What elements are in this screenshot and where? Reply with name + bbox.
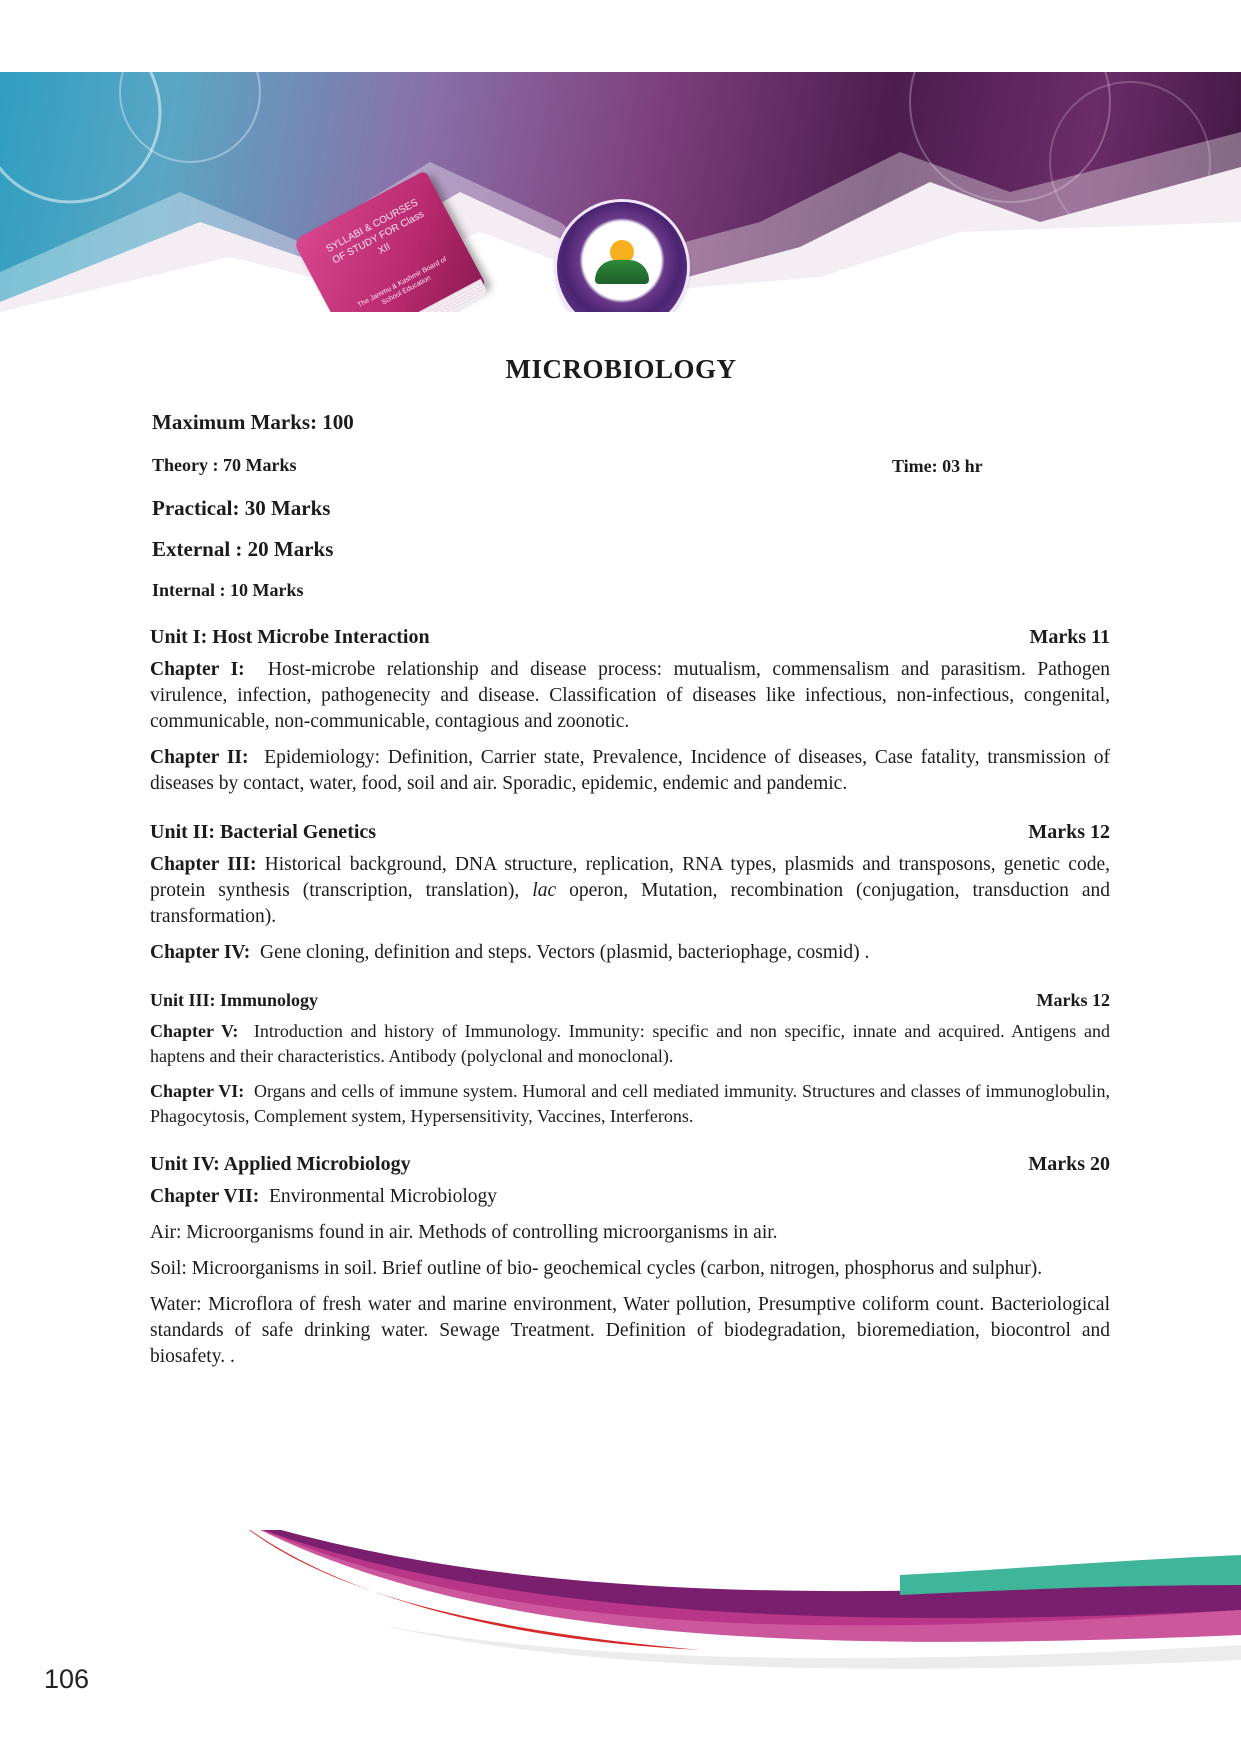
- unit-header: [150, 821, 1110, 844]
- unit-marks: Marks 11: [1029, 626, 1110, 648]
- unit-title: Unit II: Bacterial Genetics: [150, 821, 377, 843]
- practical-marks: Practical: 30 Marks: [152, 496, 331, 520]
- chapter-paragraph: [150, 852, 1110, 930]
- chapter-text: Gene cloning, definition and steps. Vectors (plasmid, bacteriophage, cosmid) .: [259, 942, 870, 963]
- unit-header: [150, 626, 1110, 649]
- book-cover-subtitle: The Jammu & Kashmir Board of School Education: [356, 256, 448, 310]
- book-cover-title: SYLLABI & COURSES OF STUDY FOR Class XII: [324, 197, 426, 267]
- chapter-text-part: operon, Mutation, recombination (conjugation, transduction and transformation).: [150, 880, 1110, 927]
- chapter-label: Chapter IV:: [150, 942, 251, 963]
- maximum-marks: Maximum Marks: 100: [152, 410, 354, 434]
- chapter-text: Organs and cells of immune system. Humoral and cell mediated immunity. Structures and classes of immunoglobulin, Phagocytosis, Complement system, Hypersensitivity, Vaccines, Interferons.: [150, 1081, 1111, 1126]
- chapter-text: Environmental Microbiology: [269, 1186, 498, 1207]
- unit-title: Unit IV: Applied Microbiology: [150, 1153, 411, 1175]
- chapter-label: Chapter V:: [150, 1021, 239, 1041]
- unit-title: Unit III: Immunology: [150, 990, 319, 1010]
- topic-paragraph: Air: Microorganisms found in air. Methods of controlling microorganisms in air.: [150, 1222, 778, 1243]
- page-title: MICROBIOLOGY: [505, 354, 737, 384]
- chapter-text: Introduction and history of Immunology. Immunity: specific and non specific, innate and acquired. Antigens and haptens and their characteristics. Antibody (polyclonal and monoclonal).: [150, 1021, 1110, 1066]
- time-duration: Time: 03 hr: [892, 456, 983, 476]
- chapter-label: Chapter II:: [150, 747, 249, 768]
- chapter-label: Chapter VII:: [150, 1186, 260, 1207]
- chapter-paragraph: [150, 940, 1110, 966]
- external-marks: External : 20 Marks: [152, 537, 334, 561]
- syllabus-content: [150, 626, 1110, 1380]
- unit-header: [150, 1153, 1110, 1176]
- chapter-label: Chapter III:: [150, 854, 257, 875]
- footer-wave: [0, 1515, 1241, 1675]
- chapter-label: Chapter I:: [150, 659, 245, 680]
- page-number: 106: [44, 1664, 90, 1694]
- unit-title: Unit I: Host Microbe Interaction: [150, 626, 430, 648]
- chapter-paragraph: [150, 745, 1110, 797]
- chapter-text: Host-microbe relationship and disease process: mutualism, commensalism and parasitism. Pathogen virulence, infection, pathogenecity and disease. Classification of diseases like infectious, non-infectious, congenital, communicable, non-communicable, contagious and zoonotic.: [150, 659, 1111, 732]
- topic-paragraph: Soil: Microorganisms in soil. Brief outline of bio- geochemical cycles (carbon, nitrogen, phosphorus and sulphur).: [150, 1258, 1043, 1279]
- chapter-paragraph: [150, 657, 1110, 735]
- unit-marks: Marks 20: [1028, 1153, 1110, 1175]
- theory-marks: Theory : 70 Marks: [152, 455, 297, 475]
- syllabus-page: [112, 318, 1130, 1530]
- chapter-text-italic: lac: [532, 880, 557, 901]
- chapter-paragraph: [150, 1184, 1110, 1210]
- chapter-text: Epidemiology: Definition, Carrier state, Prevalence, Incidence of diseases, Case fatality, transmission of diseases by contact, water, food, soil and air. Sporadic, epidemic, endemic and pandemic.: [150, 747, 1110, 794]
- internal-marks: Internal : 10 Marks: [152, 580, 304, 600]
- topic-paragraph: Water: Microflora of fresh water and marine environment, Water pollution, Presumptive coliform count. Bacteriological standards of safe drinking water. Sewage Treatment. Definition of biodegradation, bioremediation, biocontrol and biosafety. .: [150, 1294, 1110, 1367]
- unit-header: [150, 990, 1110, 1011]
- chapter-label: Chapter VI:: [150, 1081, 245, 1101]
- header-banner: [0, 72, 1241, 312]
- chapter-paragraph: [150, 1019, 1110, 1069]
- unit-marks: Marks 12: [1028, 821, 1110, 843]
- chapter-paragraph: [150, 1079, 1110, 1129]
- chapter-text-part: Historical background, DNA structure, replication, RNA types, plasmids and transposons, genetic code, protein synthesis (transcription, translation),: [150, 854, 1110, 901]
- unit-marks: Marks 12: [1036, 990, 1110, 1010]
